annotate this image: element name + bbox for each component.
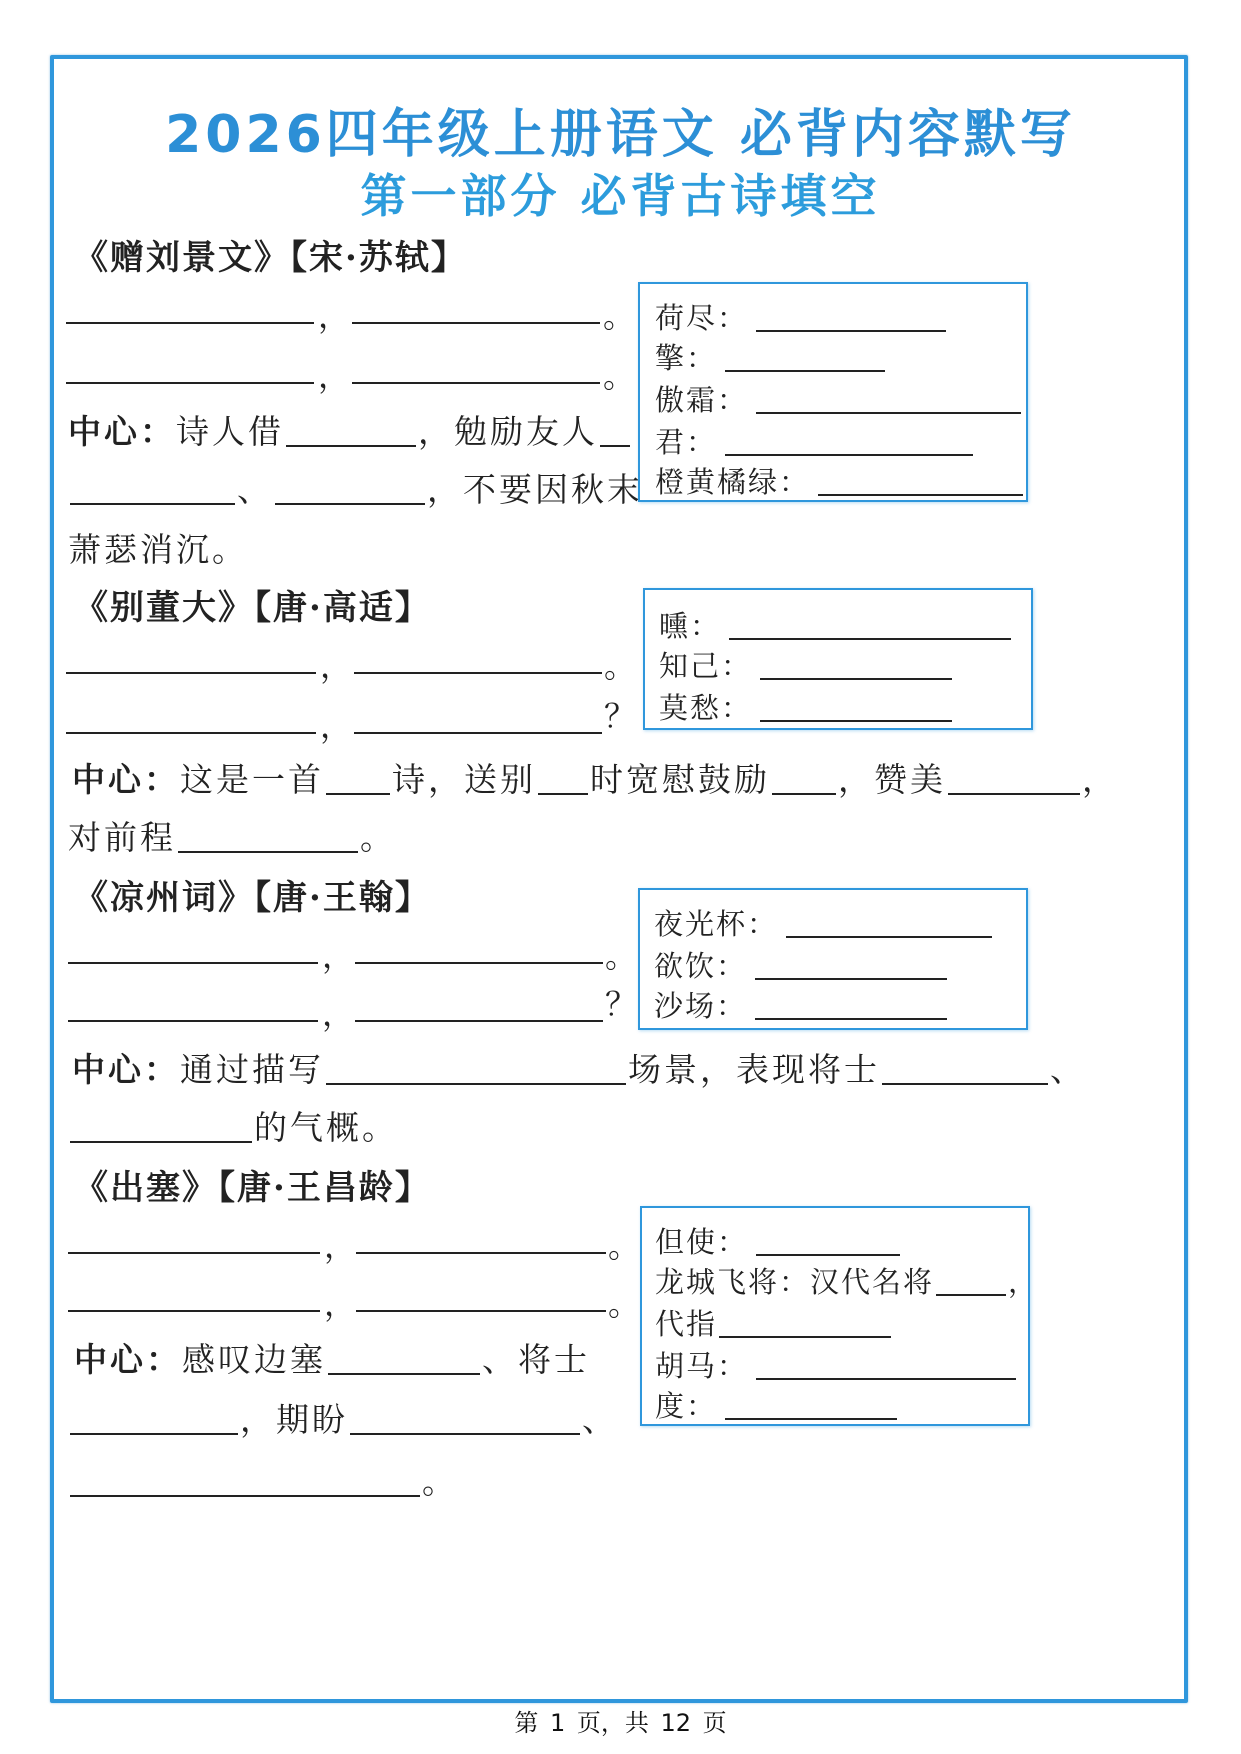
center-label: 中心： xyxy=(72,760,180,799)
fill-blank[interactable] xyxy=(755,992,947,1020)
center-idea: 中心：感叹边塞 、将士 xyxy=(74,1340,590,1379)
center-idea xyxy=(68,406,632,453)
center-idea-end: 萧瑟消沉。 xyxy=(68,530,248,569)
fill-blank[interactable] xyxy=(725,1392,897,1420)
fill-blank[interactable] xyxy=(725,344,885,372)
punctuation: ， xyxy=(318,297,351,335)
fill-blank[interactable] xyxy=(760,652,952,680)
fill-blank[interactable] xyxy=(725,428,973,456)
section-title: 第一部分 必背古诗填空 xyxy=(360,169,881,223)
note-item: 傲霜： xyxy=(655,378,1023,419)
answer-line[interactable] xyxy=(66,672,316,674)
poem-heading: 《别董大》【唐·高适】 xyxy=(74,588,431,628)
center-label: 中心： xyxy=(74,1340,182,1379)
note-item: 代指 xyxy=(655,1302,893,1343)
punctuation: 。 xyxy=(603,297,636,335)
center-idea-end: 。 xyxy=(68,1456,458,1503)
answer-line[interactable] xyxy=(66,732,316,734)
fill-blank[interactable] xyxy=(948,763,1080,795)
punctuation: ， xyxy=(320,707,353,745)
fill-blank[interactable] xyxy=(350,1403,580,1435)
note-item: 君： xyxy=(655,420,975,461)
answer-line[interactable] xyxy=(66,322,314,324)
fill-blank[interactable] xyxy=(786,910,992,938)
fill-blank[interactable] xyxy=(600,415,630,447)
fill-blank[interactable] xyxy=(936,1268,1006,1296)
center-text: ，勉励友人 xyxy=(418,412,598,451)
center-label: 中心： xyxy=(72,1050,180,1089)
punctuation: 。 xyxy=(605,937,638,975)
fill-blank[interactable] xyxy=(756,386,1021,414)
answer-line[interactable] xyxy=(355,962,603,964)
answer-line[interactable] xyxy=(356,1310,606,1312)
center-idea: 中心：通过描写 场景，表现将士 、 xyxy=(72,1050,1086,1089)
note-item: 莫愁： xyxy=(659,686,954,727)
center-idea-cont: ，期盼 、 xyxy=(68,1394,618,1441)
page-title: 2026四年级上册语文 必背内容默写 xyxy=(165,105,1076,165)
fill-blank[interactable] xyxy=(719,1310,891,1338)
fill-blank[interactable] xyxy=(326,763,390,795)
note-item: 欲饮： xyxy=(654,944,949,985)
fill-blank[interactable] xyxy=(818,468,1023,496)
punctuation: ， xyxy=(324,1227,357,1265)
answer-line[interactable] xyxy=(68,1310,320,1312)
punctuation: 。 xyxy=(604,647,637,685)
punctuation: ， xyxy=(322,995,355,1033)
fill-blank[interactable] xyxy=(326,1053,626,1085)
note-item: 知己： xyxy=(659,644,954,685)
note-item: 度： xyxy=(655,1384,899,1425)
punctuation: ？ xyxy=(605,985,638,1023)
punctuation: 。 xyxy=(608,1227,641,1265)
note-item: 橙黄橘绿： xyxy=(655,460,1025,501)
center-text: ，不要因秋末 xyxy=(427,470,643,509)
fill-blank[interactable] xyxy=(756,1228,900,1256)
center-text: 、 xyxy=(237,470,273,509)
poem-heading: 《赠刘景文》【宋·苏轼】 xyxy=(74,238,467,278)
answer-line[interactable] xyxy=(354,672,602,674)
note-item: 荷尽： xyxy=(655,296,948,337)
fill-blank[interactable] xyxy=(760,694,952,722)
fill-blank[interactable] xyxy=(756,1352,1016,1380)
note-item: 曛： xyxy=(659,604,1013,645)
fill-blank[interactable] xyxy=(772,763,836,795)
fill-blank[interactable] xyxy=(70,473,235,505)
answer-line[interactable] xyxy=(356,1252,606,1254)
note-item: 但使： xyxy=(655,1220,902,1261)
answer-line[interactable] xyxy=(355,1020,603,1022)
punctuation: ， xyxy=(324,1285,357,1323)
poem-heading: 《凉州词》【唐·王翰】 xyxy=(74,878,431,918)
fill-blank[interactable] xyxy=(286,415,416,447)
answer-line[interactable] xyxy=(68,1252,320,1254)
fill-blank[interactable] xyxy=(538,763,588,795)
center-label: 中心： xyxy=(68,412,176,451)
answer-line[interactable] xyxy=(352,322,600,324)
center-idea-cont: 的气概。 xyxy=(68,1102,398,1149)
answer-line[interactable] xyxy=(68,1020,318,1022)
fill-blank[interactable] xyxy=(70,1403,238,1435)
fill-blank[interactable] xyxy=(755,952,947,980)
punctuation: 。 xyxy=(603,357,636,395)
punctuation: 。 xyxy=(608,1285,641,1323)
punctuation: ？ xyxy=(604,697,637,735)
fill-blank[interactable] xyxy=(729,612,1011,640)
punctuation: ， xyxy=(322,937,355,975)
fill-blank[interactable] xyxy=(178,821,358,853)
punctuation: ， xyxy=(318,357,351,395)
fill-blank[interactable] xyxy=(70,1465,420,1497)
fill-blank[interactable] xyxy=(756,304,946,332)
fill-blank[interactable] xyxy=(328,1343,480,1375)
note-item: 龙城飞将：汉代名将 ， xyxy=(655,1265,1040,1299)
punctuation: ， xyxy=(320,647,353,685)
fill-blank[interactable] xyxy=(275,473,425,505)
page-footer: 第 1 页，共 12 页 xyxy=(514,1709,727,1737)
answer-line[interactable] xyxy=(354,732,602,734)
center-idea: 中心：这是一首 诗，送别 时宽慰鼓励 ，赞美 ， xyxy=(72,760,1118,799)
note-item: 沙场： xyxy=(654,984,949,1025)
fill-blank[interactable] xyxy=(70,1111,252,1143)
center-text: 诗人借 xyxy=(176,412,284,451)
note-item: 夜光杯： xyxy=(654,902,994,943)
center-idea-cont xyxy=(68,464,643,511)
answer-line[interactable] xyxy=(68,962,318,964)
poem-heading: 《出塞》【唐·王昌龄】 xyxy=(74,1168,431,1208)
answer-line[interactable] xyxy=(66,382,314,384)
fill-blank[interactable] xyxy=(882,1053,1048,1085)
note-item: 擎： xyxy=(655,336,887,377)
answer-line[interactable] xyxy=(352,382,600,384)
center-idea-cont: 对前程 。 xyxy=(68,818,396,857)
note-item: 胡马： xyxy=(655,1344,1018,1385)
